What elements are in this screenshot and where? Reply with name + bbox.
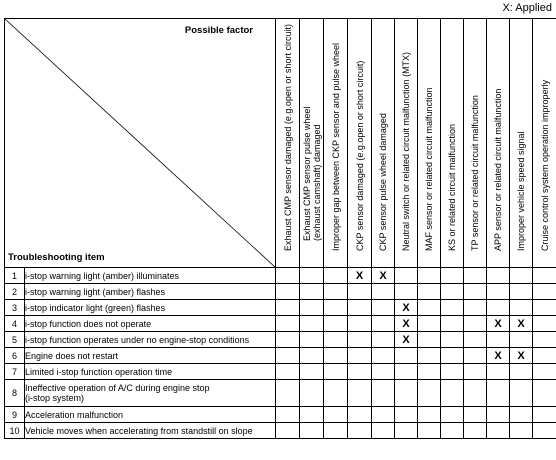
- applied-mark: [418, 316, 441, 332]
- applied-mark: [487, 268, 510, 284]
- factor-label: Exhaust CMP sensor damaged (e.g.open or short circuit): [282, 23, 293, 251]
- applied-mark: [348, 332, 372, 348]
- applied-mark: [533, 268, 556, 284]
- applied-mark: [487, 300, 510, 316]
- applied-mark: [533, 407, 556, 423]
- applied-mark: [276, 423, 300, 439]
- applied-mark: [533, 423, 556, 439]
- applied-mark: [464, 300, 487, 316]
- factor-column-10: [487, 19, 510, 268]
- applied-mark: [300, 332, 324, 348]
- applied-mark: [533, 380, 556, 407]
- applied-mark: [348, 300, 372, 316]
- applied-mark: [324, 284, 348, 300]
- troubleshooting-item: i-stop indicator light (green) flashes: [25, 300, 276, 316]
- applied-mark: [372, 316, 395, 332]
- applied-mark: [276, 300, 300, 316]
- applied-mark: [464, 268, 487, 284]
- row-number: 4: [5, 316, 25, 332]
- row-number: 7: [5, 364, 25, 380]
- row-number: 10: [5, 423, 25, 439]
- applied-mark: [276, 380, 300, 407]
- factor-column-5: [372, 19, 395, 268]
- table-row: [5, 300, 556, 316]
- applied-mark: [395, 380, 418, 407]
- factor-label: Improper vehicle speed signal: [515, 131, 526, 251]
- troubleshooting-item: i-stop warning light (amber) illuminates: [25, 268, 276, 284]
- applied-mark: [510, 284, 533, 300]
- factor-label: APP sensor or related circuit malfunction: [492, 88, 503, 251]
- row-number: 9: [5, 407, 25, 423]
- table-row: [5, 348, 556, 364]
- applied-mark: [348, 407, 372, 423]
- table-row: [5, 284, 556, 300]
- applied-mark: [487, 423, 510, 439]
- applied-mark: X: [395, 316, 418, 332]
- applied-mark: [324, 423, 348, 439]
- header-row: [5, 19, 556, 268]
- table-row: [5, 364, 556, 380]
- applied-mark: [348, 316, 372, 332]
- troubleshooting-item: Acceleration malfunction: [25, 407, 276, 423]
- applied-mark: [348, 380, 372, 407]
- troubleshooting-item: i-stop warning light (amber) flashes: [25, 284, 276, 300]
- row-number: 5: [5, 332, 25, 348]
- factor-label: Improper gap between CKP sensor and pulse wheel: [330, 42, 341, 251]
- factor-label: MAF sensor or related circuit malfunction: [423, 87, 434, 251]
- applied-mark: [441, 348, 464, 364]
- applied-mark: [464, 284, 487, 300]
- applied-mark: [487, 284, 510, 300]
- applied-mark: [276, 316, 300, 332]
- diagonal-divider: [5, 19, 275, 267]
- applied-mark: [418, 300, 441, 316]
- applied-mark: [441, 316, 464, 332]
- applied-mark: [418, 364, 441, 380]
- applied-mark: X: [372, 268, 395, 284]
- applied-mark: [441, 300, 464, 316]
- factor-label: Cruise control system operation improperly: [539, 79, 550, 251]
- applied-mark: [441, 284, 464, 300]
- applied-mark: [324, 364, 348, 380]
- applied-mark: [324, 380, 348, 407]
- applied-mark: [395, 268, 418, 284]
- factor-label: Exhaust CMP sensor pulse wheel (exhaust camshaft) damaged: [301, 106, 322, 241]
- applied-mark: [441, 364, 464, 380]
- factor-column-11: [510, 19, 533, 268]
- applied-mark: [464, 380, 487, 407]
- applied-mark: [487, 332, 510, 348]
- applied-mark: [276, 284, 300, 300]
- applied-mark: [372, 423, 395, 439]
- applied-mark: [510, 332, 533, 348]
- factor-label: CKP sensor pulse wheel damaged: [377, 113, 388, 251]
- applied-mark: [464, 407, 487, 423]
- applied-mark: [300, 364, 324, 380]
- applied-mark: X: [510, 348, 533, 364]
- applied-mark: [533, 364, 556, 380]
- applied-mark: [372, 348, 395, 364]
- legend-applied: X: Applied: [502, 2, 552, 14]
- applied-mark: [395, 364, 418, 380]
- applied-mark: [348, 284, 372, 300]
- applied-mark: [348, 364, 372, 380]
- applied-mark: [441, 407, 464, 423]
- applied-mark: [464, 348, 487, 364]
- row-number: 8: [5, 380, 25, 407]
- factor-label: Neutral switch or related circuit malfunction (MTX): [400, 51, 411, 251]
- applied-mark: [372, 380, 395, 407]
- applied-mark: [464, 364, 487, 380]
- factor-column-3: [324, 19, 348, 268]
- applied-mark: [464, 316, 487, 332]
- applied-mark: [418, 268, 441, 284]
- table-row: [5, 332, 556, 348]
- possible-factor-heading: Possible factor: [184, 25, 253, 36]
- applied-mark: [464, 332, 487, 348]
- table-row: [5, 407, 556, 423]
- factor-column-2: [300, 19, 324, 268]
- applied-mark: [441, 423, 464, 439]
- header-corner: [5, 19, 276, 268]
- applied-mark: [372, 407, 395, 423]
- applied-mark: [510, 423, 533, 439]
- applied-mark: [300, 316, 324, 332]
- table-row: [5, 316, 556, 332]
- row-number: 3: [5, 300, 25, 316]
- applied-mark: [300, 300, 324, 316]
- applied-mark: [418, 423, 441, 439]
- applied-mark: [533, 316, 556, 332]
- applied-mark: [418, 332, 441, 348]
- applied-mark: [276, 332, 300, 348]
- factor-label: TP sensor or related circuit malfunction: [469, 95, 480, 251]
- applied-mark: [348, 348, 372, 364]
- factor-column-4: [348, 19, 372, 268]
- applied-mark: [441, 332, 464, 348]
- factor-column-1: [276, 19, 300, 268]
- applied-mark: [395, 348, 418, 364]
- troubleshooting-item: Limited i-stop function operation time: [25, 364, 276, 380]
- applied-mark: [464, 423, 487, 439]
- applied-mark: X: [487, 316, 510, 332]
- applied-mark: [324, 300, 348, 316]
- applied-mark: X: [348, 268, 372, 284]
- applied-mark: [300, 407, 324, 423]
- applied-mark: [276, 268, 300, 284]
- factor-column-7: [418, 19, 441, 268]
- applied-mark: [418, 380, 441, 407]
- troubleshooting-item: i-stop function operates under no engine-stop conditions: [25, 332, 276, 348]
- applied-mark: [372, 284, 395, 300]
- applied-mark: X: [395, 300, 418, 316]
- applied-mark: [441, 268, 464, 284]
- troubleshooting-item: Ineffective operation of A/C during engine stop (i-stop system): [25, 380, 276, 407]
- applied-mark: [372, 364, 395, 380]
- applied-mark: [533, 348, 556, 364]
- applied-mark: [372, 332, 395, 348]
- applied-mark: [510, 268, 533, 284]
- applied-mark: [418, 284, 441, 300]
- applied-mark: [324, 316, 348, 332]
- row-number: 6: [5, 348, 25, 364]
- table-row: [5, 423, 556, 439]
- applied-mark: [324, 348, 348, 364]
- applied-mark: [533, 284, 556, 300]
- applied-mark: [510, 407, 533, 423]
- applied-mark: [372, 300, 395, 316]
- factor-column-6: [395, 19, 418, 268]
- troubleshooting-item: Engine does not restart: [25, 348, 276, 364]
- applied-mark: [418, 407, 441, 423]
- factor-column-9: [464, 19, 487, 268]
- applied-mark: [395, 284, 418, 300]
- applied-mark: [487, 364, 510, 380]
- applied-mark: [487, 407, 510, 423]
- applied-mark: [300, 423, 324, 439]
- applied-mark: [395, 407, 418, 423]
- applied-mark: X: [487, 348, 510, 364]
- applied-mark: [487, 380, 510, 407]
- factor-label: KS or related circuit malfunction: [446, 123, 457, 251]
- applied-mark: [324, 332, 348, 348]
- applied-mark: [533, 300, 556, 316]
- applied-mark: [441, 380, 464, 407]
- factor-column-8: [441, 19, 464, 268]
- factor-label: CKP sensor damaged (e.g.open or short circuit): [354, 60, 365, 251]
- applied-mark: [418, 348, 441, 364]
- troubleshooting-matrix: [4, 18, 556, 439]
- row-number: 2: [5, 284, 25, 300]
- applied-mark: [395, 423, 418, 439]
- applied-mark: [510, 364, 533, 380]
- applied-mark: [300, 348, 324, 364]
- table-row: [5, 380, 556, 407]
- troubleshooting-item: Vehicle moves when accelerating from standstill on slope: [25, 423, 276, 439]
- applied-mark: [300, 284, 324, 300]
- applied-mark: [300, 380, 324, 407]
- applied-mark: [510, 380, 533, 407]
- applied-mark: [276, 348, 300, 364]
- troubleshooting-item: i-stop function does not operate: [25, 316, 276, 332]
- table-row: [5, 268, 556, 284]
- applied-mark: [510, 300, 533, 316]
- applied-mark: [324, 268, 348, 284]
- applied-mark: [276, 407, 300, 423]
- troubleshooting-item-heading: Troubleshooting item: [8, 252, 105, 263]
- applied-mark: [324, 407, 348, 423]
- applied-mark: [276, 364, 300, 380]
- row-number: 1: [5, 268, 25, 284]
- applied-mark: [300, 268, 324, 284]
- applied-mark: [533, 332, 556, 348]
- applied-mark: X: [395, 332, 418, 348]
- factor-column-12: [533, 19, 556, 268]
- applied-mark: X: [510, 316, 533, 332]
- applied-mark: [348, 423, 372, 439]
